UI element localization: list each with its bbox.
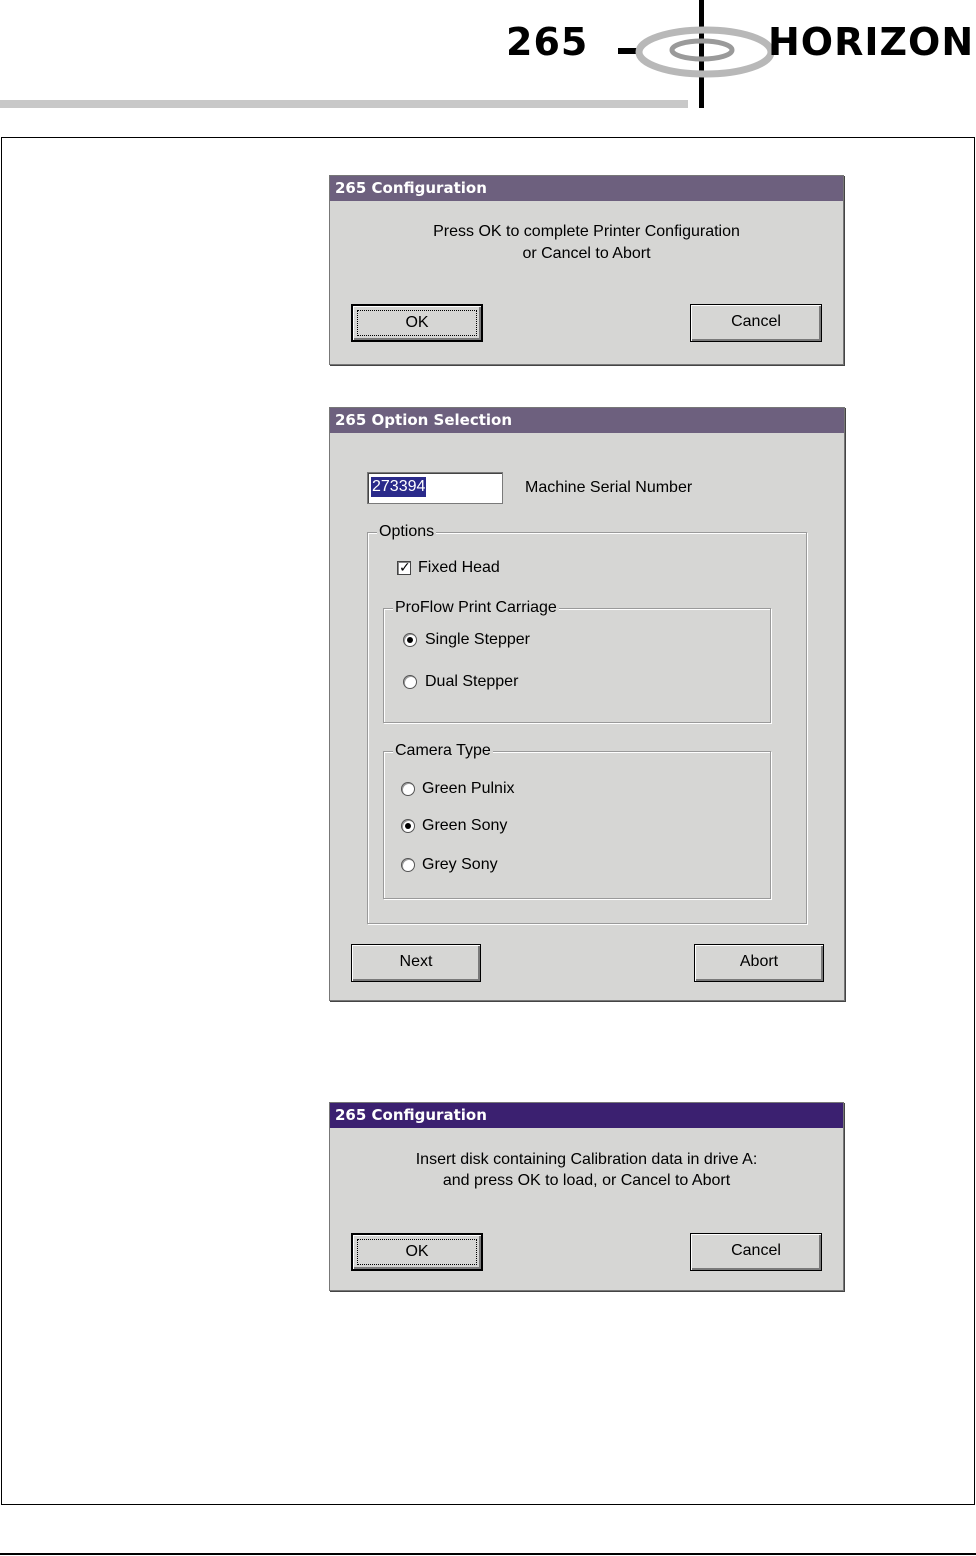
radio-dual-stepper[interactable] <box>403 675 417 689</box>
config-dialog-calibration <box>329 1102 844 1291</box>
focus-rect <box>357 1239 477 1265</box>
dialog-titlebar[interactable]: 265 Configuration <box>330 176 843 201</box>
next-button-label: Next <box>399 953 433 970</box>
option-selection-dialog <box>329 407 845 1001</box>
config-dialog-complete <box>329 175 844 365</box>
camera-type-group-label: Camera Type <box>395 742 491 759</box>
camera-type-group <box>383 742 771 899</box>
serial-number-label: Machine Serial Number <box>525 479 693 496</box>
focus-rect <box>357 310 477 336</box>
fixed-head-checkbox[interactable] <box>397 561 411 575</box>
cancel-button[interactable] <box>690 304 822 342</box>
dialog-titlebar[interactable]: 265 Option Selection <box>330 408 844 433</box>
radio-selected-dot <box>405 823 411 829</box>
dialog-message-line2: and press OK to load, or Cancel to Abort <box>442 1172 731 1189</box>
next-button[interactable] <box>351 944 481 982</box>
grey-sony-label[interactable]: Grey Sony <box>422 856 498 873</box>
logo-name: HORIZON <box>768 20 975 64</box>
cancel-button-label: Cancel <box>731 1242 781 1259</box>
serial-number-value: 273394 <box>372 478 426 495</box>
serial-number-input[interactable] <box>367 472 503 504</box>
radio-single-stepper[interactable] <box>403 633 417 647</box>
radio-green-pulnix[interactable] <box>401 782 415 796</box>
ok-button[interactable] <box>351 1233 483 1271</box>
abort-button-label: Abort <box>739 953 779 970</box>
header-rule <box>0 100 688 108</box>
dialog-message-line1: Press OK to complete Printer Configuration <box>433 223 740 240</box>
abort-button[interactable] <box>694 944 824 982</box>
single-stepper-label[interactable]: Single Stepper <box>425 631 530 648</box>
dialog-titlebar[interactable]: 265 Configuration <box>330 1103 843 1128</box>
ok-button[interactable] <box>351 304 483 342</box>
ok-button-label: OK <box>405 1243 429 1260</box>
dual-stepper-label[interactable]: Dual Stepper <box>425 673 519 690</box>
footer-rule <box>0 1553 976 1555</box>
options-group-label: Options <box>379 523 435 540</box>
ok-button-label: OK <box>405 314 429 331</box>
radio-green-sony[interactable] <box>401 819 415 833</box>
dialog-message-line1: Insert disk containing Calibration data in drive A: <box>415 1151 758 1168</box>
logo-number: 265 <box>506 20 589 64</box>
carriage-group <box>383 599 771 723</box>
cancel-button[interactable] <box>690 1233 822 1271</box>
green-pulnix-label[interactable]: Green Pulnix <box>422 780 515 797</box>
fixed-head-label[interactable]: Fixed Head <box>418 559 500 576</box>
options-group <box>367 523 807 924</box>
carriage-group-label: ProFlow Print Carriage <box>395 599 557 616</box>
dialog-message-line2: or Cancel to Abort <box>522 245 651 262</box>
cancel-button-label: Cancel <box>731 313 781 330</box>
radio-selected-dot <box>407 637 413 643</box>
check-icon: ✓ <box>399 559 411 575</box>
green-sony-label[interactable]: Green Sony <box>422 817 508 834</box>
radio-grey-sony[interactable] <box>401 858 415 872</box>
